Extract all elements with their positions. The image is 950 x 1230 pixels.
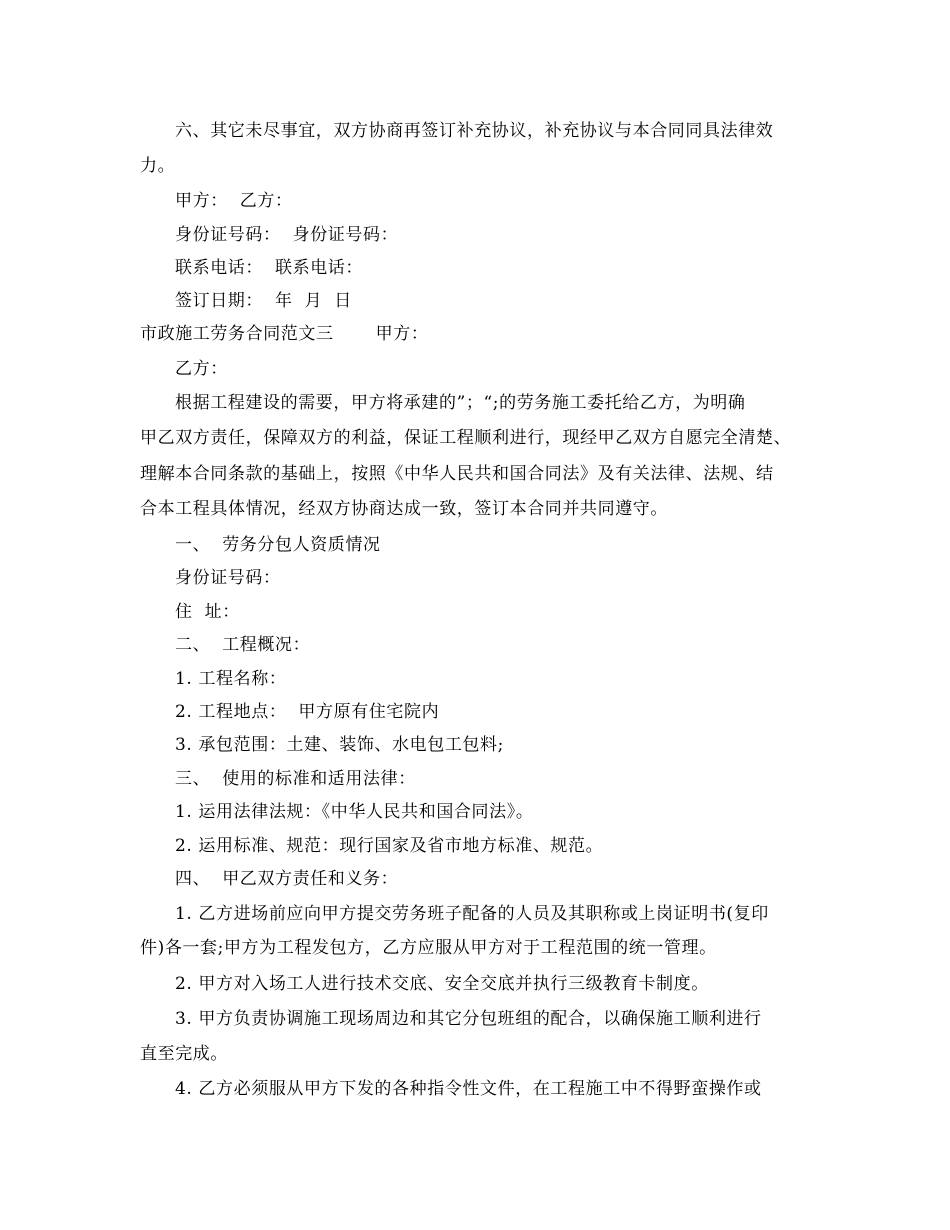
- text-line: 联系电话： 联系电话：: [175, 258, 364, 278]
- text-line: 六、其它未尽事宜，双方协商再签订补充协议，补充协议与本合同同具法律效: [175, 121, 774, 141]
- section-heading: 市政施工劳务合同范文三 甲方：: [140, 324, 429, 344]
- text-line: 甲方： 乙方：: [175, 191, 293, 211]
- text-line: 身份证号码： 身份证号码：: [175, 225, 399, 245]
- text-line: 1. 工程名称：: [175, 669, 287, 689]
- text-line: 1. 乙方进场前应向甲方提交劳务班子配备的人员及其职称或上岗证明书(复印: [175, 904, 769, 924]
- text-line: 3. 承包范围：土建、装饰、水电包工包料;: [175, 735, 504, 755]
- text-line: 4. 乙方必须服从甲方下发的各种指令性文件，在工程施工中不得野蛮操作或: [175, 1079, 762, 1099]
- text-line: 力。: [140, 156, 176, 176]
- text-line: 3. 甲方负责协调施工现场周边和其它分包班组的配合，以确保施工顺利进行: [175, 1009, 762, 1029]
- text-line: 2. 工程地点： 甲方原有住宅院内: [175, 702, 440, 722]
- text-line: 根据工程建设的需要，甲方将承建的”；“;的劳务施工委托给乙方，为明确: [175, 393, 746, 413]
- text-line: 四、 甲乙双方责任和义务：: [175, 869, 399, 889]
- text-line: 签订日期： 年 月 日: [175, 291, 352, 311]
- text-line: 件)各一套;甲方为工程发包方，乙方应服从甲方对于工程范围的统一管理。: [140, 938, 717, 958]
- text-line: 2. 甲方对入场工人进行技术交底、安全交底并执行三级教育卡制度。: [175, 974, 709, 994]
- text-line: 1. 运用法律法规：《中华人民共和国合同法》。: [175, 802, 534, 822]
- text-line: 住 址：: [175, 602, 240, 622]
- text-line: 乙方：: [175, 359, 228, 379]
- text-line: 三、 使用的标准和适用法律：: [175, 769, 416, 789]
- text-line: 甲乙双方责任，保障双方的利益，保证工程顺利进行，现经甲乙双方自愿完全清楚、: [140, 428, 792, 448]
- text-line: 二、 工程概况：: [175, 635, 311, 655]
- text-line: 一、 劳务分包人资质情况: [175, 535, 381, 555]
- text-line: 身份证号码：: [175, 568, 281, 588]
- text-line: 理解本合同条款的基础上，按照《中华人民共和国合同法》及有关法律、法规、结: [140, 464, 774, 484]
- text-line: 合本工程具体情况，经双方协商达成一致，签订本合同并共同遵守。: [140, 499, 668, 519]
- text-line: 直至完成。: [140, 1044, 228, 1064]
- text-line: 2. 运用标准、规范：现行国家及省市地方标准、规范。: [175, 836, 604, 856]
